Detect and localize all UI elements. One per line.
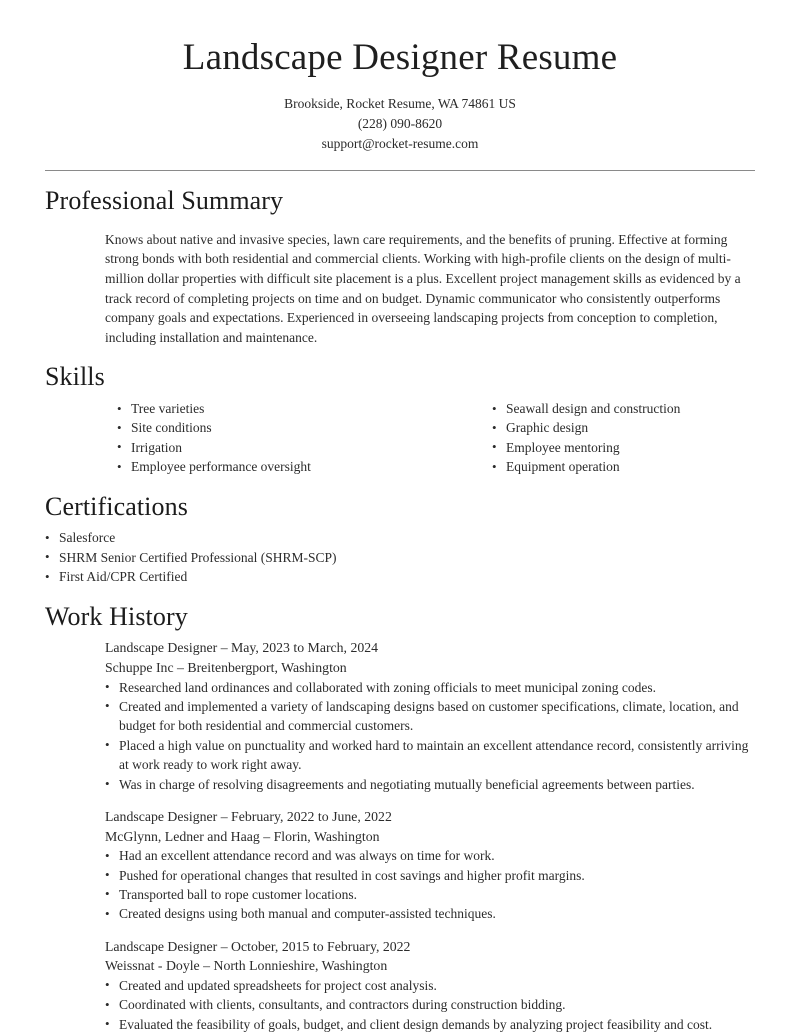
- contact-address: Brookside, Rocket Resume, WA 74861 US: [284, 95, 516, 111]
- section-heading-skills: Skills: [45, 362, 105, 392]
- section-professional-summary: [45, 185, 755, 348]
- job-bullets: [105, 976, 755, 1034]
- work-history-entry: [105, 937, 755, 1034]
- list-item: • SHRM Senior Certified Professional (SHRM-SCP): [45, 548, 755, 567]
- section-skills: [45, 361, 755, 476]
- list-item: • Created and updated spreadsheets for project cost analysis.: [105, 976, 755, 995]
- job-bullets: [105, 846, 755, 924]
- list-item: • Researched land ordinances and collaborated with zoning officials to meet municipal zoning codes.: [105, 678, 755, 697]
- section-heading-work-history: Work History: [45, 601, 188, 631]
- list-item: • Created and implemented a variety of landscaping designs based on customer specifications, climate, location, and budget for both residential and commercial customers.: [105, 697, 755, 736]
- professional-summary-text: Knows about native and invasive species, lawn care requirements, and the benefits of pruning. Effective at forming strong bonds with both residential and commercial clients. Working with high-profile clients on the design of multi-million dollar properties with difficult site placement is a plus. Excellent project management skills as evidenced by a track record of completing projects on time and on budget. Dynamic communicator who consistently outperforms company goals and expectations. Experienced in overseeing landscaping projects from conception to completion, including installation and maintenance.: [105, 231, 741, 345]
- list-item: • Employee mentoring: [492, 438, 755, 457]
- job-title: Landscape Designer – February, 2022 to June, 2022: [105, 808, 392, 824]
- list-item: • Was in charge of resolving disagreements and negotiating mutually beneficial agreements between parties.: [105, 775, 755, 794]
- job-company: Schuppe Inc – Breitenbergport, Washington: [105, 659, 347, 675]
- job-title: Landscape Designer – October, 2015 to February, 2022: [105, 938, 411, 954]
- list-item: • Tree varieties: [117, 399, 436, 418]
- list-item: • Seawall design and construction: [492, 399, 755, 418]
- job-bullets: [105, 678, 755, 794]
- list-item: • Created designs using both manual and computer-assisted techniques.: [105, 904, 755, 923]
- list-item: • Salesforce: [45, 528, 755, 547]
- page-title: Landscape Designer Resume: [182, 37, 618, 78]
- list-item: • Transported ball to rope customer locations.: [105, 885, 755, 904]
- skills-column-left: [117, 399, 436, 477]
- skills-column-right: [436, 399, 755, 477]
- list-item: • Coordinated with clients, consultants, and contractors during construction bidding.: [105, 995, 755, 1014]
- job-company: Weissnat - Doyle – North Lonnieshire, Washington: [105, 958, 388, 974]
- job-company: McGlynn, Ledner and Haag – Florin, Washington: [105, 828, 380, 844]
- section-certifications: [45, 491, 755, 587]
- list-item: • Had an excellent attendance record and was always on time for work.: [105, 846, 755, 865]
- contact-email: support@rocket-resume.com: [321, 135, 479, 151]
- list-item: • Employee performance oversight: [117, 457, 436, 476]
- work-history-entry: [105, 638, 755, 794]
- list-item: • Placed a high value on punctuality and worked hard to maintain an excellent attendance record, consistently arriving at work ready to work right away.: [105, 736, 755, 775]
- list-item: • Irrigation: [117, 438, 436, 457]
- list-item: • Equipment operation: [492, 457, 755, 476]
- header-divider: [45, 170, 755, 171]
- work-history-list: [105, 638, 755, 1034]
- section-heading-certifications: Certifications: [45, 491, 188, 521]
- certifications-list: [45, 528, 755, 586]
- list-item: • First Aid/CPR Certified: [45, 567, 755, 586]
- contact-info: [45, 94, 755, 154]
- contact-phone: (228) 090-8620: [357, 115, 443, 131]
- skills-list-left: [117, 399, 436, 477]
- list-item: • Graphic design: [492, 418, 755, 437]
- section-work-history: [45, 601, 755, 1035]
- skills-columns: [117, 399, 755, 477]
- skills-list-right: [492, 399, 755, 477]
- job-title: Landscape Designer – May, 2023 to March, 2024: [105, 640, 379, 656]
- section-heading-professional-summary: Professional Summary: [45, 185, 284, 215]
- list-item: • Site conditions: [117, 418, 436, 437]
- work-history-entry: [105, 807, 755, 924]
- list-item: • Evaluated the feasibility of goals, budget, and client design demands by analyzing project feasibility and cost.: [105, 1015, 755, 1034]
- list-item: • Pushed for operational changes that resulted in cost savings and higher profit margins.: [105, 866, 755, 885]
